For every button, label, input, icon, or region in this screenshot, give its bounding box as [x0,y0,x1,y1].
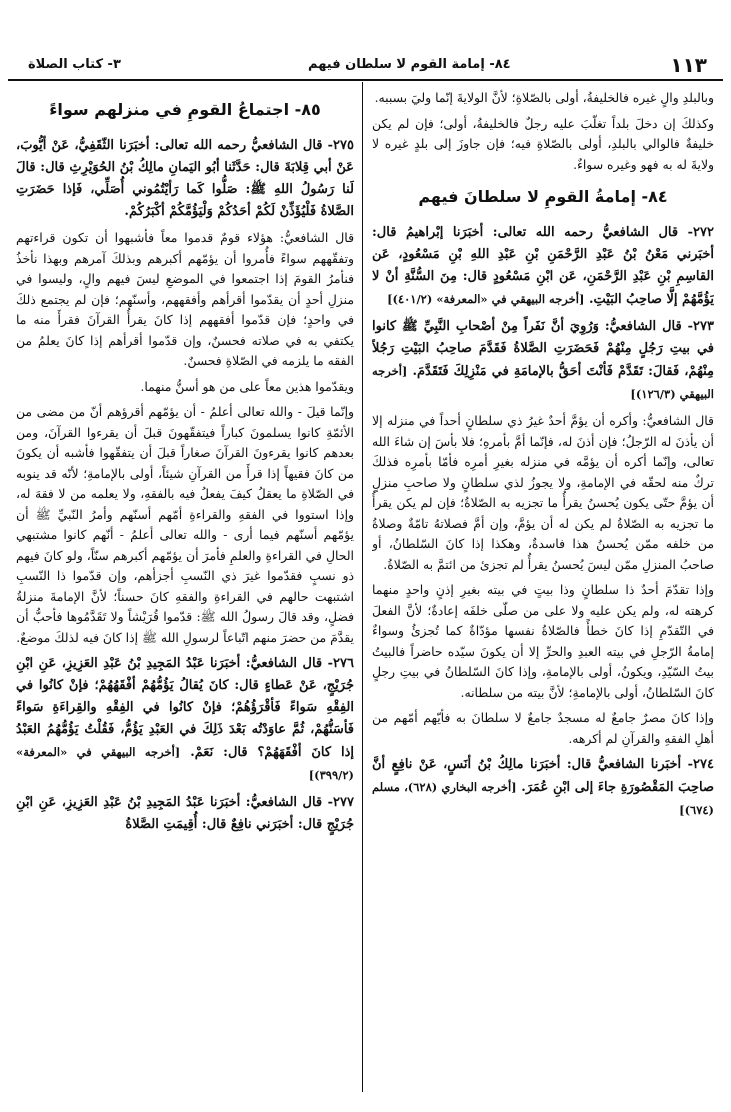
column-divider [362,82,363,1092]
header-rule [8,79,723,81]
hadith-275: ٢٧٥- قال الشافعيُّ رحمه الله تعالى: أخبَرَنا الثّقَفِيُّ، عَنْ أيُّوبَ، عَنْ أبي قِلابَةَ قال: حَدَّثَنا أبُو اليَمانِ مالِكُ بْنُ الحُوَيْرِثِ قال: قالَ لَنا رَسُولُ اللهِ ﷺ: صَلُّوا كَما رَأيْتُمُوني أُصَلِّي، فَإذا حَضَرَتِ الصَّلاةُ فَلْيُؤَذِّنْ لَكُمْ أحَدُكُمْ وَلْيَؤُمَّكُمْ أكْبَرُكُمْ. [16,138,354,219]
hadith-272 [372,222,714,311]
paragraph: وبالبلدِ والٍ غيره فالخليفةُ، أولى بالصّلاةِ؛ لأنَّ الولايةَ إنّما وليَ بسببه. [374,90,714,105]
running-header [8,52,723,78]
paragraph: ويقدّموا هذين معاً على من هو أسنُّ منهما. [140,378,354,394]
section-running-title: ٨٤- إمامة القوم لا سلطان فيهم [308,57,511,72]
hadith-274 [372,754,714,822]
reference: [أخرجه البيهقي في «المعرفة» (٤٠١/٢)] [387,292,585,306]
hadith-text: ٢٧٢- قال الشافعيُّ رحمه الله تعالى: أخبَرَنا إبْراهيمُ قال: أخبَرني مَعْنُ بْنُ عَبْدِ الرَّحْمَنِ بْنِ عَبْدِ اللهِ بْنِ مَسْعُودٍ، عَن القاسِمِ بْنِ عَبْدِ الرَّحْمَنِ، عَن ابْنِ مَسْعُودٍ قال: مِنَ السُّنَّةِ أنْ لا يَؤُمَّهُمْ إلَّا صاحِبُ البَيْتِ. [372,225,714,307]
paragraph: قال الشافعيُّ: وأكره أن يؤمَّ أحدٌ غيرُ ذي سلطانٍ أحداً في منزله إلا أن يأذنَ له الرّجلُ؛ فإن أذنَ له، فإنّما أمَّ بأمرهِ؛ فلا بأسَ إن شاءَ الله تعالى، وإنّما أكره أن يؤمَّه في منزله بغيرِ أمرِه فأمّا بأمرِه فذلكَ تركٌ منه لحقّه في الإمامةِ، ولا يجوزُ لذي سلطانٍ ولا صاحبِ منزلٍ أن يؤمَّ حتّى يكون يُحسنُ يقرأُ ما تجزيه به الصّلاةُ؛ فإن لم يكن يقرأُ ما تجزيه به الصّلاةُ لم يكن له أن يؤمَّ، وإن أمَّ فصلاتهُ تامّةٌ وصلاةُ من خلفه ممّن يُحسنُ هذا فاسدةٌ، وهكذا إذا كانَ السّلطانُ، أو صاحبُ المنزلِ ممّن ليسَ يُحسنُ يقرأُ لم تجزئ من ائتمَّ به الصّلاةُ. [372,413,714,572]
reference: [أخرجه البيهقي في «المعرفة» (٣٩٩/٢)] [16,745,354,782]
section-heading-85: ٨٥- اجتماعُ القومِ في منزلهم سواءً [49,100,321,119]
hadith-text: ٢٧٦- قال الشافعيُّ: أخبَرَنا عَبْدُ المَجِيدِ بْنُ عَبْدِ العَزِيزِ، عَنِ ابْنِ جُرَيْجٍ، عَنْ عَطاءٍ قال: كانَ يُقالُ يَؤُمُّهُمْ أفْقَهُهُمْ؛ فإنْ كانُوا في الفِقْهِ سَواءً فَأقْرَؤُهُمْ؛ فإنْ كانُوا في الفِقْهِ والقِراءَةِ سَواءً فَأسَنُّهُمْ، ثُمَّ عاوَدْتُه بَعْدَ ذَلِكَ في العَبْدِ يَؤُمُّ، فَقُلْتُ يَؤُمُّهُمُ العَبْدُ إذا كانَ أفْقَهَهُمْ؟ قال: نَعَمْ. [16,656,354,760]
hadith-273 [372,316,714,406]
paragraph: وإذا تقدّمَ أحدٌ ذا سلطانٍ وذا بيتٍ في بيته بغيرِ إذنٍ واحدٍ منهما كرهته له، ولم يكن عليه ولا على من صلّى خلفَه إعادةٌ؛ لأنَّ الفعلَ في التّقدّمِ إذا كانَ خطأً فالصّلاةُ نفسها مؤدّاةٌ كما تُجزئُ وسواءٌ إمامةُ الرّجلِ في بيته العبدِ والحرِّ إلا أن يكونَ سيّده حاضراً فالبيتُ بيتُ السّيّدِ، ويكونُ، أولى بالإمامةِ، وإذا كانَ السّلطانُ في بيتِ رجلٍ كانَ السّلطانُ، أولى بالإمامةِ؛ لأنَّ بيته من سلطانه. [372,582,714,700]
hadith-text: ٢٧٤- أخبَرنا الشافعيُّ قال: أخبَرَنا مالِكُ بْنُ أنَسٍ، عَنْ نافِعٍ أنَّ صاحِبَ المَقْصُورَةِ جاءَ إلى ابْنِ عُمَرَ. [372,757,714,795]
paragraph: وإذا كانَ مصرٌ جامعٌ له مسجدٌ جامعٌ لا سلطانَ به فأيّهم أمّهم من أهلِ الفقهِ والقرآنِ لم أكرهه. [372,710,714,746]
section-heading-84: ٨٤- إمامةُ القومِ لا سلطانَ فيهم [418,187,668,206]
left-column [16,88,354,1090]
paragraph: وإنّما قيلَ - والله تعالى أعلمُ - أن يؤمّهم أقرؤهم أنّ من مضى من الأئمّةِ كانوا يسلمونَ كباراً فيتفقّهونَ قبلَ أن يقرءوا القرآنَ، ومن بعدهم كانوا يقرءونَ القرآنَ صغاراً قبلَ أن يتفقّهوا فأشبه أن يكونَ من كانَ فقيهاً إذا قرأَ من القرآنِ شيئاً، أولى بالإمامةِ؛ لأنّه قد ينوبه في الصّلاةِ ما يعقلُ كيفَ يفعلُ فيه بالفقهِ، ولا يعلمه من لا فقهَ له، وإذا استووا في الفقهِ والقراءةِ أمّهم أسنّهم وأمرُ النّبيِّ ﷺ أن يؤمّهم أسنّهم فيما أرى - والله تعالى أعلمُ - أنّهم كانوا مشتبهي الحالِ في القراءةِ والعلمِ فأمرَ أن يؤمّهم أكبرهم سنّاً، ولو كانَ فيهم ذو نسبٍ فقدّموا غيرَ ذي النّسبِ أجزأهم، وإن قدّموا ذا النّسبِ اشتبهت حالهم في القراءةِ والفقهِ كانَ حسناً؛ لأنَّ الإمامةَ منزلةُ فضلٍ، وقد قالَ رسولُ الله ﷺ: قدّموا قُرَيْشاً ولا تَقَدَّمُوها فأحبُّ أن يقدَّمَ من حضرَ منهم اتّباعاً لرسولِ الله ﷺ إذا كانَ فيه لذلكَ موضعٌ. [16,404,354,645]
reference: [أخرجه البخاري (٦٢٨)، مسلم (٦٧٤)] [372,780,714,817]
book-running-title: ٣- كتاب الصلاة [28,57,121,72]
reference: [أخرجه البيهقي (١٢٦/٣)] [372,364,714,401]
paragraph: وكذلكَ إن دخلَ بلداً تغلّبَ عليه رجلٌ فالخليفةُ، أولى؛ فإن لم يكن خليفةٌ فالوالي بالبلدِ، أولى بالصّلاةِ فيه؛ فإن جاوزَ إلى بلدٍ غيره لا ولايةَ له به فهو وغيره سواءٌ. [372,115,714,172]
paragraph: قال الشافعيُّ: هؤلاء قومٌ قدموا معاً فأشبهوا أن تكون قراءتهم وتفقّههم سواءً فأُمروا أن يؤمّهم أكبرهم وبذلكَ آمرهم وبهذا نأخذُ فنأمرُ القومَ إذا اجتمعوا في الموضعِ ليسَ فيهم والٍ، وليسوا في منزلِ أحدٍ أن يقدّموا أقرأهم وأفقههم، وأسنّهم؛ فإن لم يجتمع ذلكَ في واحدٍ؛ فإن قدّموا أفقههم إذا كانَ يقرأُ القرآنَ فقرأَ منه ما يكتفي به في صلاته فحسنٌ، وإن قدّموا أقرأهم إذا كانَ يعلمُ من الفقه ما يلزمه في الصّلاةِ فحسنٌ. [16,230,354,368]
hadith-276 [16,653,354,787]
hadith-text: ٢٧٣- قال الشافعيُّ: وَرُوِيَ أنَّ نَفَراً مِنْ أصْحابِ النَّبِيِّ ﷺ كانوا في بيتِ رَجُلٍ مِنْهُمْ فَحَضَرَتِ الصَّلاةُ فَقَدَّمَ صاحِبُ البَيْتِ رَجُلاً مِنْهُمْ، فَقالَ: تَقَدَّمْ فَأنْتَ أحَقُّ بالإمامَةِ في مَنْزِلِكَ فَتَقَدَّمَ. [372,319,714,379]
page-number: ١١٣ [670,53,707,77]
right-column [372,88,714,1090]
hadith-277: ٢٧٧- قال الشافعيُّ: أخبَرَنا عَبْدُ المَجِيدِ بْنُ عَبْدِ العَزِيزِ، عَنِ ابْنِ جُرَيْجٍ قال: أخبَرَني نافِعٌ قال: أُقِيمَتِ الصَّلاةُ [16,795,354,832]
